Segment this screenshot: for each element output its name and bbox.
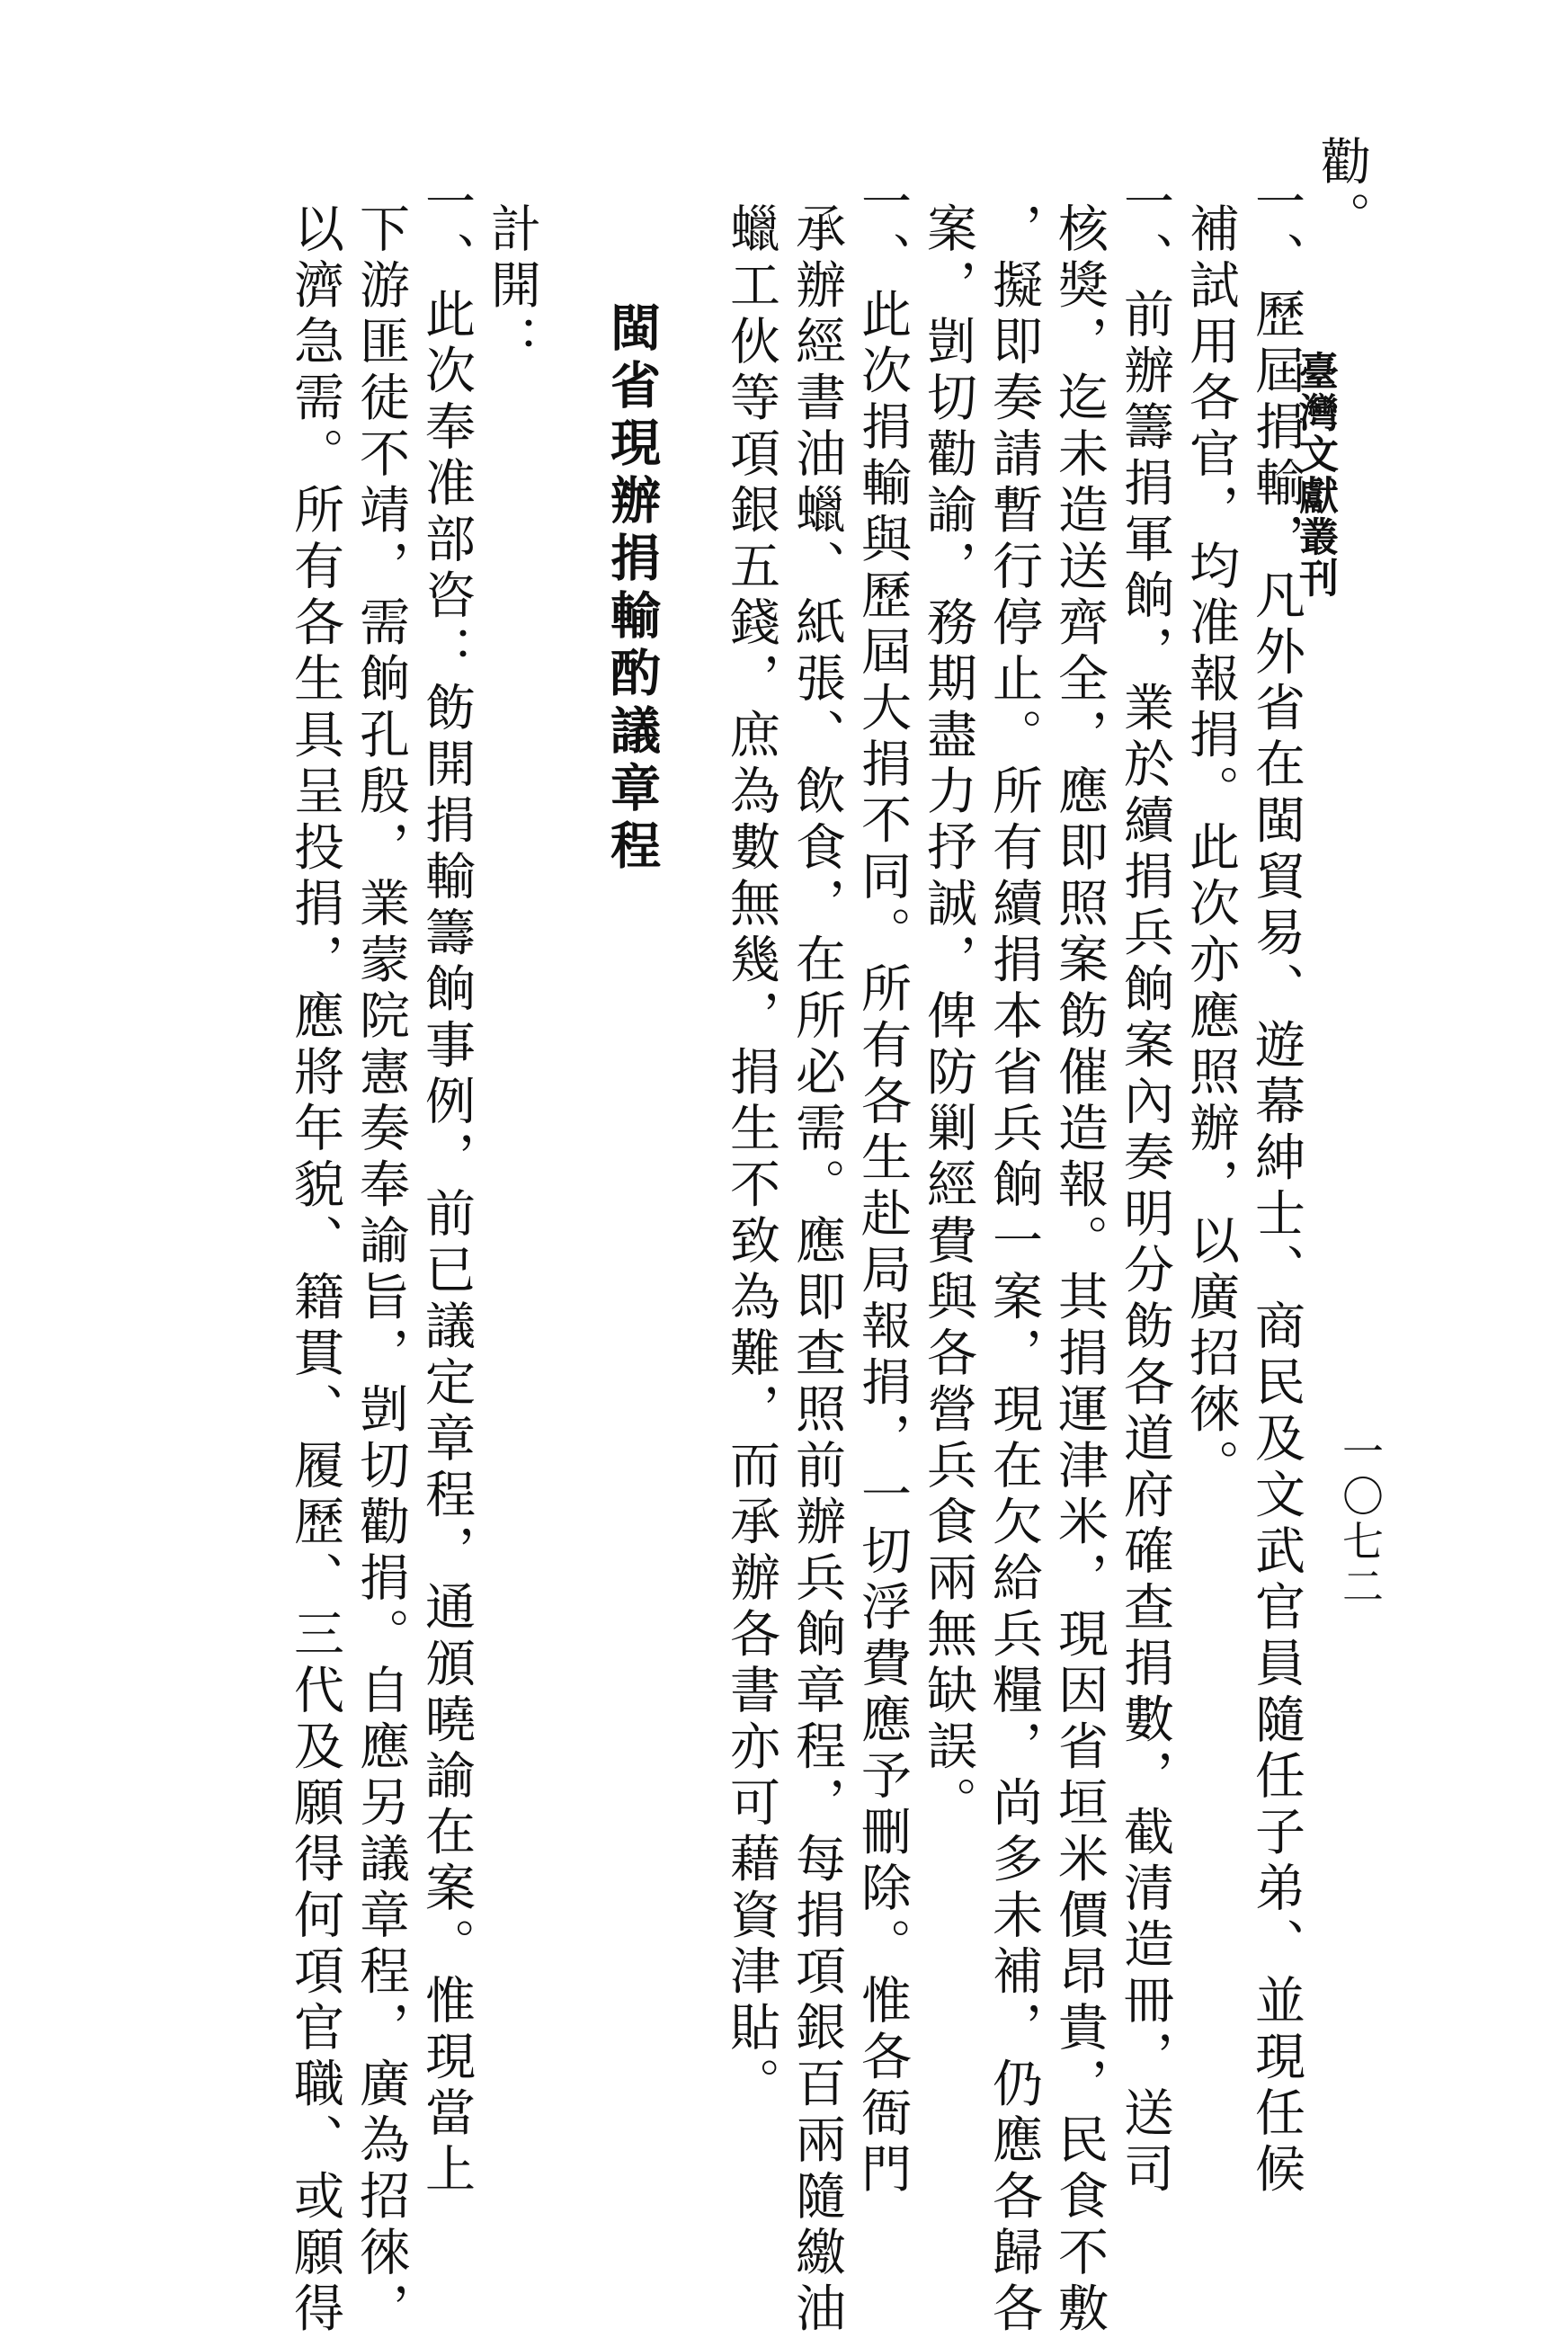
text-column: 補試用各官，均准報捐。此次亦應照辦，以廣招徠。 (1181, 202, 1240, 1495)
column-spacer (664, 135, 718, 2095)
text-column: 承辦經書油蠟、紙張、飲食，在所必需。應即查照前辦兵餉章程，每捐項銀百兩隨繳油 (788, 202, 846, 2338)
text-column: 一、此次捐輸與歷屆大捐不同。所有各生赴局報捐，一切浮費應予刪除。惟各衙門 (853, 175, 912, 2199)
text-column: 核獎，迄未造送齊全，應即照案飭催造報。其捐運津米，現因省垣米價昂貴，民食不敷 (1050, 202, 1109, 2338)
text-column: 下游匪徒不靖，需餉孔殷，業蒙院憲奏奉諭旨，剴切勸捐。自應另議章程，廣為招徠， (352, 202, 410, 2338)
vertical-body-text (282, 135, 1375, 2338)
running-header-title: 臺灣文獻叢刊 (1292, 351, 1338, 599)
text-column: 以濟急需。所有各生具呈投捐，應將年貌、籍貫、履歷、三代及願得何項官職、或願得 (286, 202, 344, 2338)
text-column: 蠟工伙等項銀五錢，庶為數無幾，捐生不致為難，而承辦各書亦可藉資津貼。 (722, 202, 780, 2113)
page-number: 一〇七二 (1336, 1430, 1385, 1610)
section-title: 閩省現辦捐輸酌議章程 (602, 301, 662, 877)
text-column: 一、前辦籌捐軍餉，業於續捐兵餉案內奏明分飭各道府確查捐數，截清造冊，送司 (1116, 175, 1174, 2199)
text-column: 一、此次奉准部咨：飭開捐輸籌餉事例，前已議定章程，通頒曉諭在案。惟現當上 (417, 175, 476, 2199)
column-spacer (545, 135, 599, 2095)
text-column: 勸。 (1313, 135, 1371, 247)
text-column: 案，剴切勸諭，務期盡力抒誠，俾防剿經費與各營兵食兩無缺誤。 (919, 202, 977, 1833)
text-column: 計開： (483, 202, 541, 371)
text-column: ，擬即奏請暫行停止。所有續捐本省兵餉一案，現在欠給兵糧，尚多未補，仍應各歸各 (984, 202, 1043, 2338)
text-column: 一、歷屆捐輸，凡外省在閩貿易、遊幕紳士、商民及文武官員隨任子弟、並現任候 (1247, 175, 1305, 2199)
